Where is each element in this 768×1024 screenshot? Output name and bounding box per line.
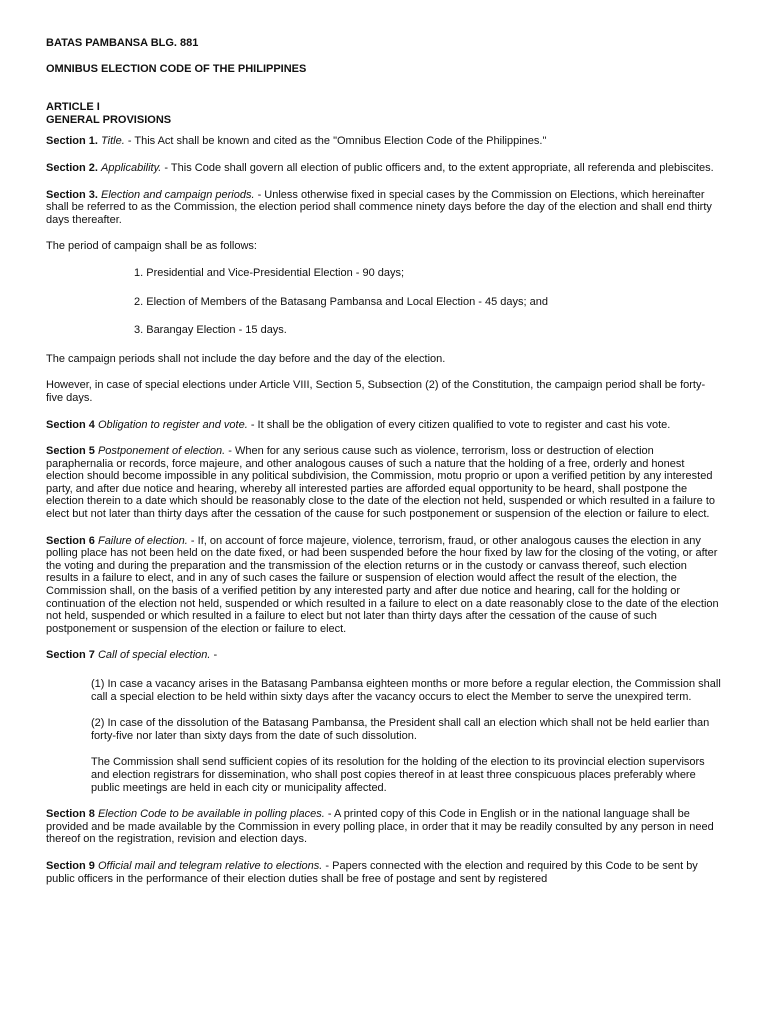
section-text: - When for any serious cause such as violence, terrorism, loss or destruction of election paraphernalia or records, force majeure, and other analogous causes of such a nature that the holding of a free, orderly and honest election should become impossible in any political subdivision, the Commission, motu proprio or upon a verified petition by any interested party, and after due notice and hearing, whereby all interested parties are afforded equal opportunity to be heard, shall postpone the election therein to a date which should be reasonably close to the date of the election not held, suspended or which resulted in a failure to elect but not later than thirty days after the cessation of the cause for such postponement or suspension of the election or failure to elect.: [46, 445, 715, 521]
list-item: 2. Election of Members of the Batasang Pambansa and Local Election - 45 days; and: [134, 295, 548, 308]
section-text: - It shall be the obligation of every citizen qualified to vote to register and cast his vote.: [247, 418, 671, 431]
section-heading: Title.: [101, 135, 125, 148]
section-label: Section 4: [46, 418, 95, 431]
subsection: (2) In case of the dissolution of the Batasang Pambansa, the President shall call an election which shall not be held earlier than forty-five nor later than sixty days from the date of such dissolution.: [91, 717, 710, 742]
section-label: Section 7: [46, 649, 95, 662]
article-title: GENERAL PROVISIONS: [46, 113, 172, 126]
section-heading: Call of special election.: [97, 649, 211, 662]
section-4: [46, 419, 722, 432]
section-heading: Postponement of election.: [97, 445, 226, 458]
section-text: - If, on account of force majeure, violence, terrorism, fraud, or other analogous causes the election in any polling place has not been held on the date fixed, or had been suspended before the hour fixed by law for the closing of the voting, or after the voting and during the preparation and the transmission of the election returns or in the custody or canvass thereof, such election results in a failure to elect, and in any of such cases the failure or suspension of election would affect the result of the election, the Commission shall, on the basis of a verified petition by any interested party and after due notice and hearing, call for the holding or continuation of the election not held, suspended or which resulted in a failure to elect on a date reasonably close to the date of the election not held, suspended or which resulted in a failure to elect but not later than thirty days after the cessation of the cause of such postponement or suspension of the election or failure to elect.: [46, 534, 719, 635]
subsection: (1) In case a vacancy arises in the Batasang Pambansa eighteen months or more before a regular election, the Commission shall call a special election to be held within sixty days after the vacancy occurs to elect the Member to serve the unexpired term.: [91, 678, 721, 703]
campaign-note: However, in case of special elections under Article VIII, Section 5, Subsection (2) of the Constitution, the campaign period shall be forty-five days.: [46, 379, 706, 404]
section-heading: Election and campaign periods.: [101, 188, 255, 201]
section-2: [46, 162, 722, 175]
document-page: [46, 37, 722, 885]
section-7: [46, 649, 722, 662]
section-heading: Obligation to register and vote.: [97, 418, 248, 431]
section-text: - Papers connected with the election and required by this Code to be sent by public officers in the performance of their election duties shall be free of postage and sent by registered: [46, 859, 698, 885]
section-1: [46, 135, 722, 148]
section-label: Section 3.: [46, 188, 98, 201]
section-text: - A printed copy of this Code in English or in the national language shall be provided and be made available by the Commission in every polling place, in order that it may be readily consulted by any person in need thereof on the registration, revision and election days.: [46, 808, 714, 846]
section-heading: Applicability.: [101, 161, 162, 174]
section-label: Section 1.: [46, 135, 98, 148]
list-item: 1. Presidential and Vice-Presidential Election - 90 days;: [134, 266, 405, 279]
campaign-intro: The period of campaign shall be as follows:: [46, 240, 257, 253]
document-subtitle: OMNIBUS ELECTION CODE OF THE PHILIPPINES: [46, 62, 307, 75]
section-label: Section 2.: [46, 161, 98, 174]
subsection: The Commission shall send sufficient copies of its resolution for the holding of the election to its provincial election supervisors and election registrars for dissemination, who shall post copies thereof in at least three conspicuous places preferably where public meetings are held in each city or municipality affected.: [91, 756, 705, 794]
section-text: - This Code shall govern all election of public officers and, to the extent appropriate, all referenda and plebiscites.: [161, 161, 714, 174]
article-number: ARTICLE I: [46, 101, 100, 114]
section-heading: Election Code to be available in polling places.: [97, 808, 325, 821]
section-label: Section 5: [46, 445, 95, 458]
section-text: - This Act shall be known and cited as the "Omnibus Election Code of the Philippines.": [124, 135, 547, 148]
section-9: [46, 860, 722, 885]
section-5: [46, 445, 722, 521]
section-6: [46, 535, 722, 636]
section-8: [46, 808, 722, 846]
section-heading: Failure of election.: [97, 534, 188, 547]
section-text: -: [210, 649, 218, 662]
section-label: Section 9: [46, 859, 95, 872]
document-title: BATAS PAMBANSA BLG. 881: [46, 37, 199, 49]
section-label: Section 6: [46, 534, 95, 547]
section-3: [46, 189, 722, 227]
campaign-note: The campaign periods shall not include the day before and the day of the election.: [46, 352, 446, 365]
list-item: 3. Barangay Election - 15 days.: [134, 324, 287, 337]
section-heading: Official mail and telegram relative to elections.: [97, 859, 323, 872]
section-text: - Unless otherwise fixed in special cases by the Commission on Elections, which hereinafter shall be referred to as the Commission, the election period shall commence ninety days before the day of the election and shall end thirty days thereafter.: [46, 188, 712, 226]
section-label: Section 8: [46, 808, 95, 821]
